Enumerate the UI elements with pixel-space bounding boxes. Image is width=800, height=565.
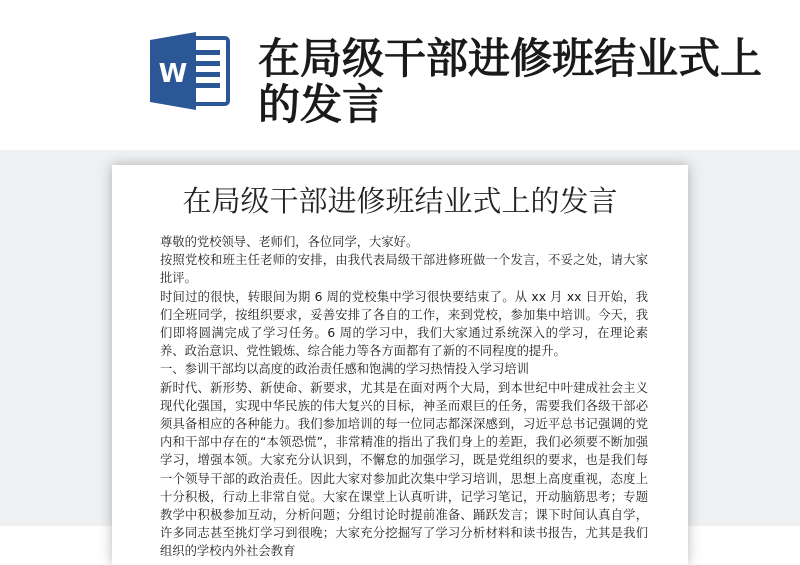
page-title: 在局级干部进修班结业式上的发言 — [258, 34, 763, 129]
document-title: 在局级干部进修班结业式上的发言 — [182, 184, 618, 218]
document-page — [112, 165, 688, 565]
header-banner — [0, 0, 800, 150]
word-icon-letter: W — [158, 59, 188, 89]
paragraph-summary: 时间过的很快，转眼间为期 6 周的党校集中学习很快要结束了。从 xx 月 xx 日开始，我们全班同学，按组织要求，妥善安排了各自的工作，来到党校，参加集中培训。今天，我们即将圆满完成了学习任务。6 周的学习中，我们大家通过系统深入的学习，在理论素养、政治意识、党性锻炼、综合能力等各方面都有了新的不同程度的提升。 — [160, 289, 648, 359]
paragraph-greeting: 尊敬的党校领导、老师们，各位同学，大家好。 — [160, 235, 419, 249]
paragraph-intro: 按照党校和班主任老师的安排，由我代表局级干部进修班做一个发言，不妥之处，请大家批评。 — [160, 253, 648, 286]
word-icon — [150, 30, 230, 112]
document-body — [160, 233, 648, 561]
section-heading: 一、参训干部均以高度的政治责任感和饱满的学习热情投入学习培训 — [160, 362, 529, 377]
paragraph-section-body: 新时代、新形势、新使命、新要求，尤其是在面对两个大局，到本世纪中叶建成社会主义现代化强国，实现中华民族的伟大复兴的目标，神圣而艰巨的任务，需要我们各级干部必须具备相应的各种能力。我们参加培训的每一位同志都深深感到，习近平总书记强调的党内和干部中存在的“本领恐慌”，非常精准的指出了我们身上的差距，我们必须要不断加强学习，增强本领。大家充分认识到，不懈怠的加强学习，既是党组织的要求，也是我们每一个领导干部的政治责任。因此大家对参加此次集中学习培训，思想上高度重视，态度上十分积极，行动上非常自觉。大家在课堂上认真听讲，记学习笔记，开动脑筋思考；专题教学中积极参加互动，分析问题；分组讨论时提前准备、踊跃发言；课下时间认真自学，许多同志甚至挑灯学习到很晚；大家充分挖掘写了学习分析材料和读书报告，尤其是我们组织的学校内外社会教育 — [160, 380, 648, 559]
